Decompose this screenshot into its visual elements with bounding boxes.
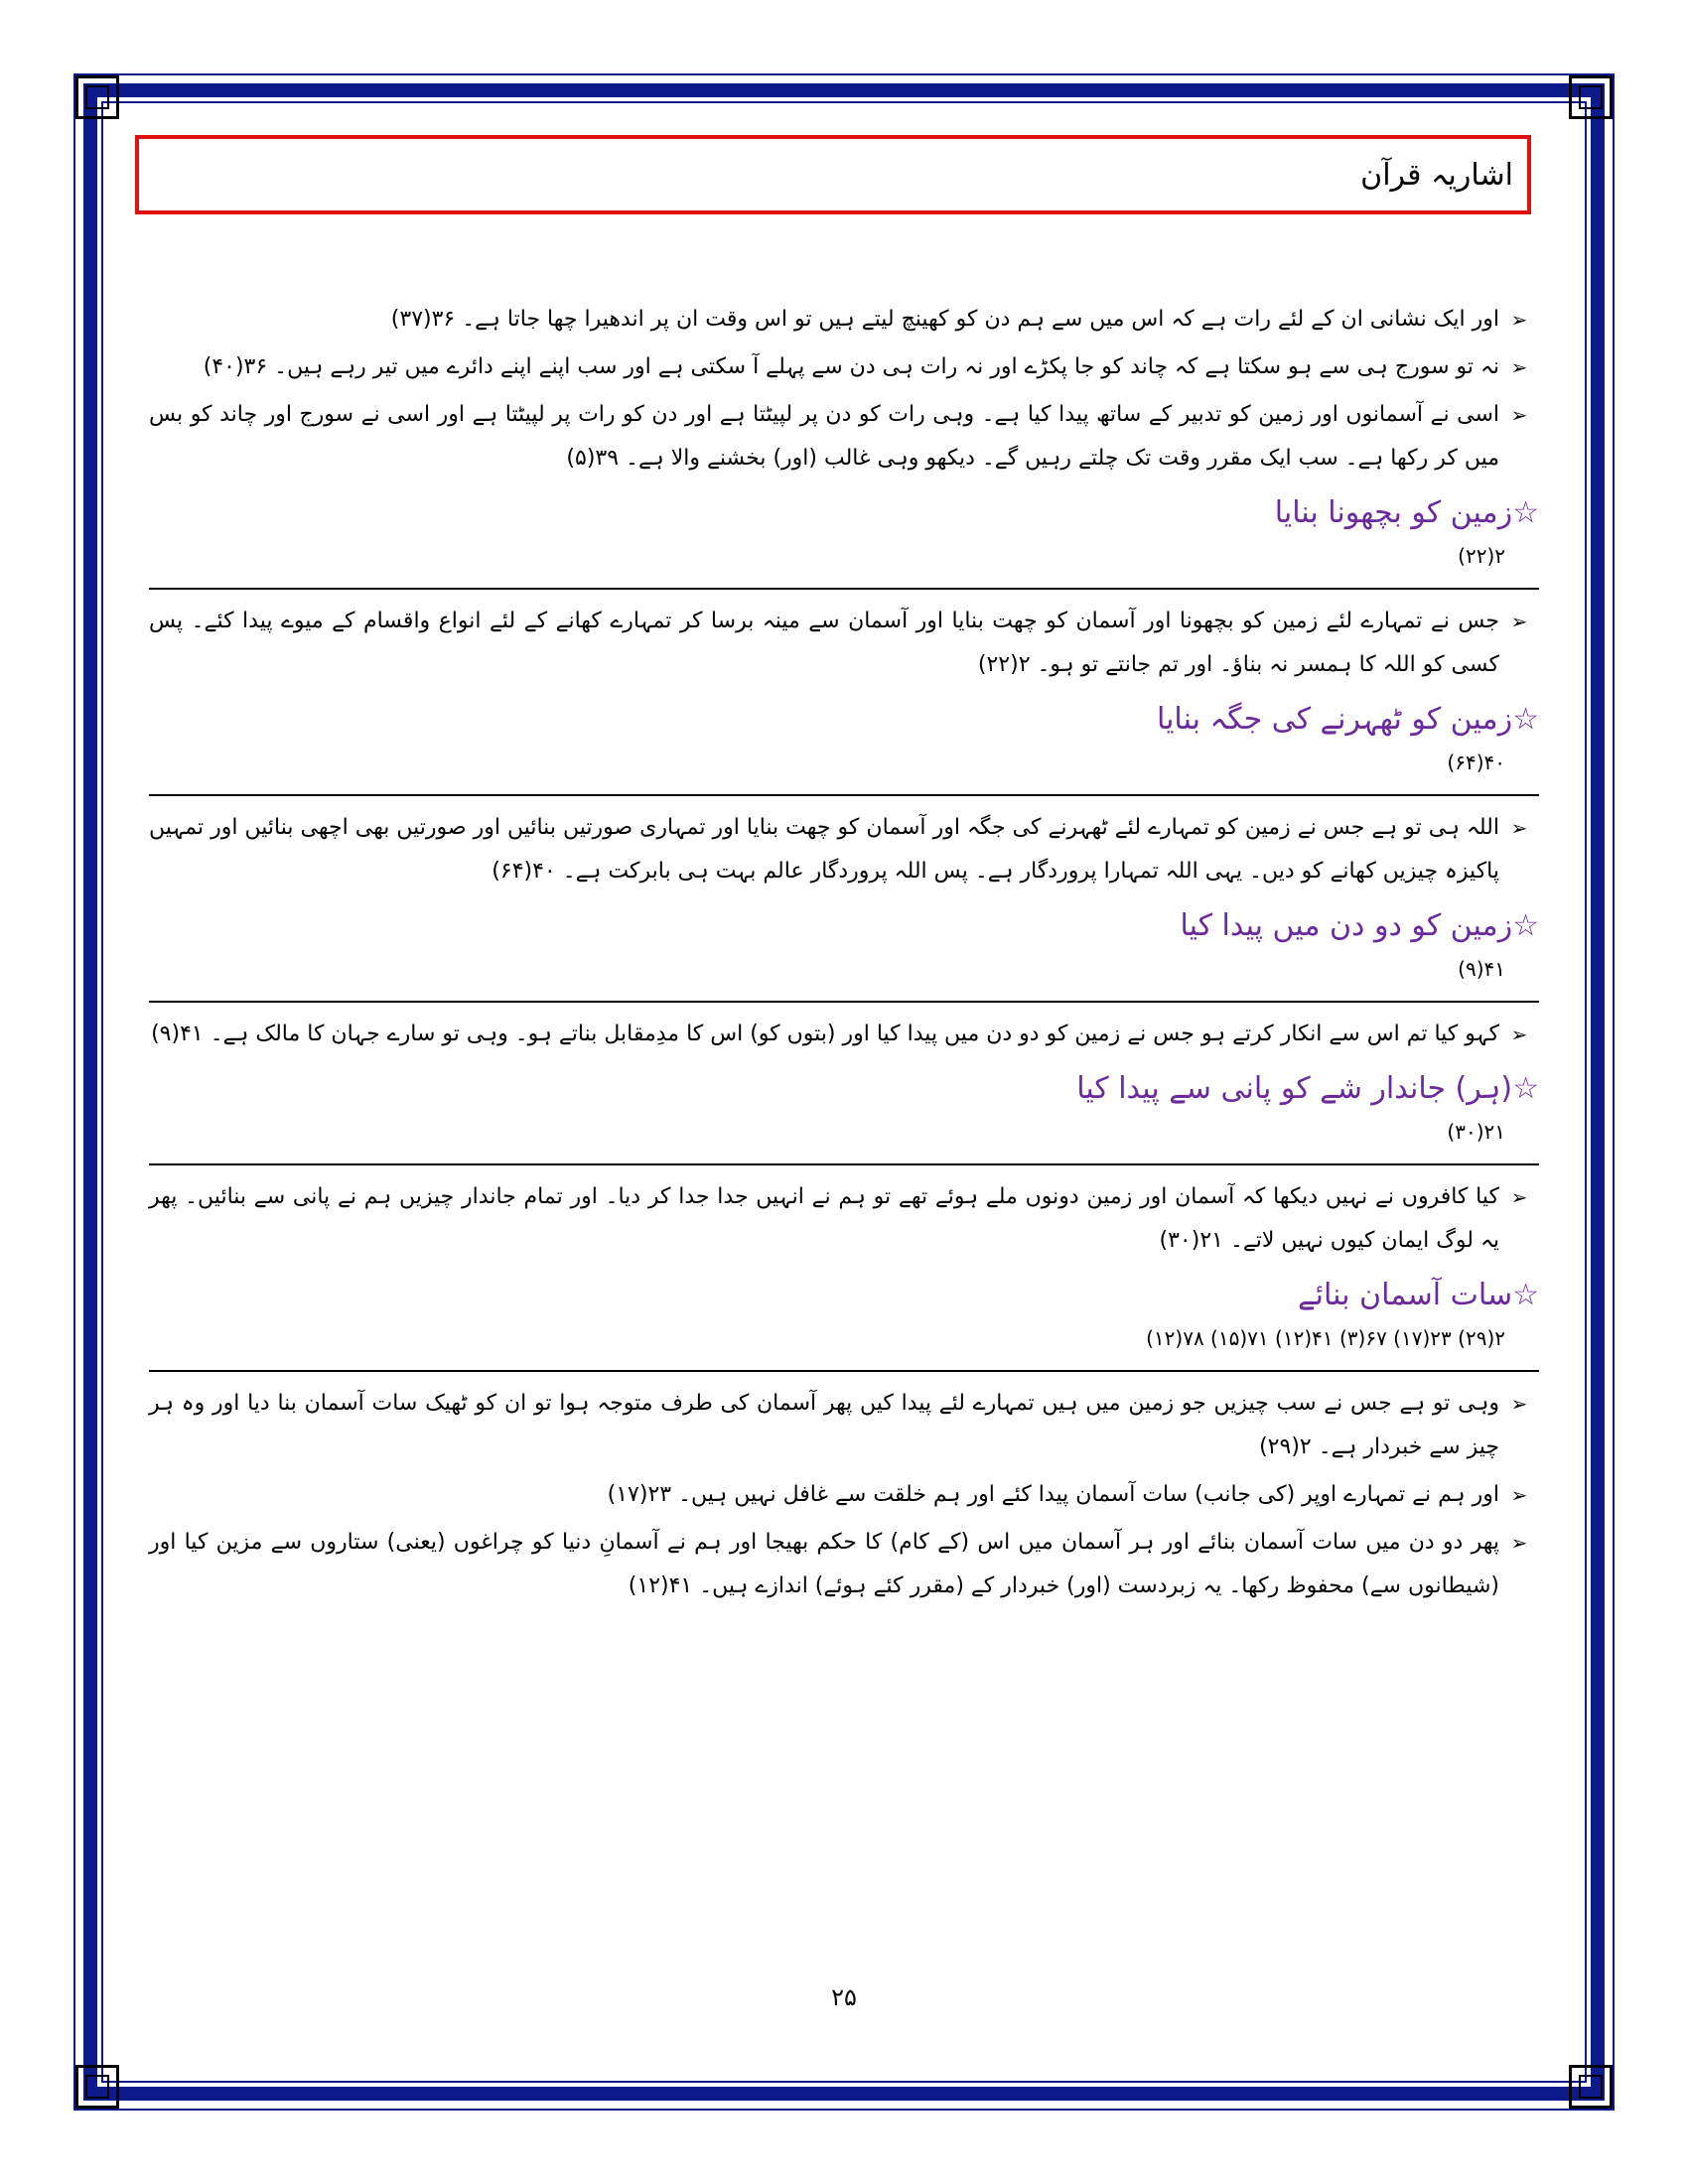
item-text: وہی تو ہے جس نے سب چیزیں جو زمین میں ہیں تمہارے لئے پیدا کیں پھر آسمان کی طرف متوجہ ہوا تو ان کو ٹھیک سات آسمان بنا دیا اور وہ ہر چیز سے خبردار ہے۔ ۲(۲۹) — [149, 1391, 1499, 1459]
section-heading: ☆زمین کو ٹھہرنے کی جگہ بنایا — [1156, 702, 1539, 737]
arrow-bullet-icon: ➢ — [1510, 1023, 1528, 1046]
arrow-bullet-icon: ➢ — [1510, 403, 1528, 427]
divider — [149, 588, 1539, 590]
item-text: نہ تو سورج ہی سے ہو سکتا ہے کہ چاند کو جا پکڑے اور نہ رات ہی دن سے پہلے آ سکتی ہے اور سب اپنے اپنے دائرے میں تیر رہے ہیں۔ ۳۶(۴۰) — [203, 354, 1499, 379]
section — [149, 1271, 1539, 1608]
list-item — [149, 298, 1539, 341]
arrow-bullet-icon: ➢ — [1510, 1392, 1528, 1416]
arrow-bullet-icon: ➢ — [1510, 610, 1528, 633]
divider — [149, 1163, 1539, 1165]
list-item — [149, 1175, 1539, 1263]
section — [149, 901, 1539, 1056]
list-item — [149, 806, 1539, 893]
list-item — [149, 1382, 1539, 1469]
section-references: ۲(۲۹) ۲۳(۱۷) ۶۷(۳) ۴۱(۱۲) ۷۱(۱۵) ۷۸(۱۲) — [1146, 1326, 1505, 1350]
intro-list — [149, 298, 1539, 480]
section-heading: ☆زمین کو بچھونا بنایا — [1274, 495, 1539, 530]
arrow-bullet-icon: ➢ — [1510, 355, 1528, 379]
section-heading: ☆سات آسمان بنائے — [1298, 1278, 1539, 1312]
arrow-bullet-icon: ➢ — [1510, 1185, 1528, 1209]
item-text: اللہ ہی تو ہے جس نے زمین کو تمہارے لئے ٹھہرنے کی جگہ اور آسمان کو چھت بنایا اور تمہاری صورتیں بنائیں اور صورتیں بھی اچھی بنائیں اور تمہیں پاکیزہ چیزیں کھانے کو دیں۔ یہی اللہ تمہارا پروردگار ہے۔ پس اللہ پروردگار عالم بہت ہی بابرکت ہے۔ ۴۰(۶۴) — [149, 815, 1499, 884]
item-text: کیا کافروں نے نہیں دیکھا کہ آسمان اور زمین دونوں ملے ہوئے تھے تو ہم نے انہیں جدا جدا کر دیا۔ اور تمام جاندار چیزیں ہم نے پانی سے بنائیں۔ پھر یہ لوگ ایمان کیوں نہیں لاتے۔ ۲۱(۳۰) — [149, 1184, 1499, 1253]
content — [149, 298, 1539, 1612]
item-text: اسی نے آسمانوں اور زمین کو تدبیر کے ساتھ پیدا کیا ہے۔ وہی رات کو دن پر لپیٹتا ہے اور دن کو رات پر لپیٹتا ہے اور اسی نے سورج اور چاند کو بس میں کر رکھا ہے۔ سب ایک مقرر وقت تک چلتے رہیں گے۔ دیکھو وہی غالب (اور) بخشنے والا ہے۔ ۳۹(۵) — [149, 402, 1499, 471]
section-heading: ☆(ہر) جاندار شے کو پانی سے پیدا کیا — [1076, 1071, 1539, 1106]
item-text: پھر دو دن میں سات آسمان بنائے اور ہر آسمان میں اس (کے کام) کا حکم بھیجا اور ہم نے آسمانِ دنیا کو چراغوں (یعنی) ستاروں سے مزین کیا اور (شیطانوں سے) محفوظ رکھا۔ یہ زبردست (اور) خبردار کے (مقرر کئے ہوئے) اندازے ہیں۔ ۴۱(۱۲) — [149, 1530, 1499, 1598]
divider — [149, 794, 1539, 796]
page-number: ۲۵ — [831, 1983, 857, 2011]
corner-ornament-bottom-left — [75, 2065, 119, 2109]
corner-ornament-top-right — [1569, 75, 1613, 119]
section-references: ۲۱(۳۰) — [1447, 1120, 1505, 1144]
section — [149, 695, 1539, 893]
item-text: اور ہم نے تمہارے اوپر (کی جانب) سات آسمان پیدا کئے اور ہم خلقت سے غافل نہیں ہیں۔ ۲۳(۱۷) — [607, 1482, 1499, 1507]
section — [149, 488, 1539, 687]
corner-ornament-bottom-right — [1569, 2065, 1613, 2109]
divider — [149, 1001, 1539, 1003]
list-item — [149, 345, 1539, 389]
item-text: اور ایک نشانی ان کے لئے رات ہے کہ اس میں سے ہم دن کو کھینچ لیتے ہیں تو اس وقت ان پر اندھیرا چھا جاتا ہے۔ ۳۶(۳۷) — [390, 307, 1499, 332]
arrow-bullet-icon: ➢ — [1510, 1483, 1528, 1507]
list-item — [149, 1521, 1539, 1608]
page-title: اشاریہ قرآن — [1360, 157, 1513, 193]
section-references: ۴۱(۹) — [1458, 957, 1505, 981]
corner-ornament-top-left — [75, 75, 119, 119]
section-heading: ☆زمین کو دو دن میں پیدا کیا — [1180, 908, 1539, 943]
list-item — [149, 1013, 1539, 1056]
header-box — [135, 135, 1531, 214]
arrow-bullet-icon: ➢ — [1510, 308, 1528, 332]
arrow-bullet-icon: ➢ — [1510, 1531, 1528, 1555]
list-item — [149, 600, 1539, 687]
arrow-bullet-icon: ➢ — [1510, 816, 1528, 840]
section-references: ۴۰(۶۴) — [1447, 751, 1505, 774]
list-item — [149, 393, 1539, 480]
section — [149, 1064, 1539, 1263]
list-item — [149, 1473, 1539, 1517]
item-text: کہو کیا تم اس سے انکار کرتے ہو جس نے زمین کو دو دن میں پیدا کیا اور (بتوں کو) اس کا مدِمقابل بناتے ہو۔ وہی تو سارے جہان کا مالک ہے۔ ۴۱(۹) — [151, 1022, 1499, 1046]
divider — [149, 1370, 1539, 1372]
section-references: ۲(۲۲) — [1458, 544, 1505, 568]
item-text: جس نے تمہارے لئے زمین کو بچھونا اور آسمان کو چھت بنایا اور آسمان سے مینہ برسا کر تمہارے کھانے کے لئے انواع واقسام کے میوے پیدا کئے۔ پس کسی کو اللہ کا ہمسر نہ بناؤ۔ اور تم جانتے تو ہو۔ ۲(۲۲) — [149, 609, 1499, 677]
